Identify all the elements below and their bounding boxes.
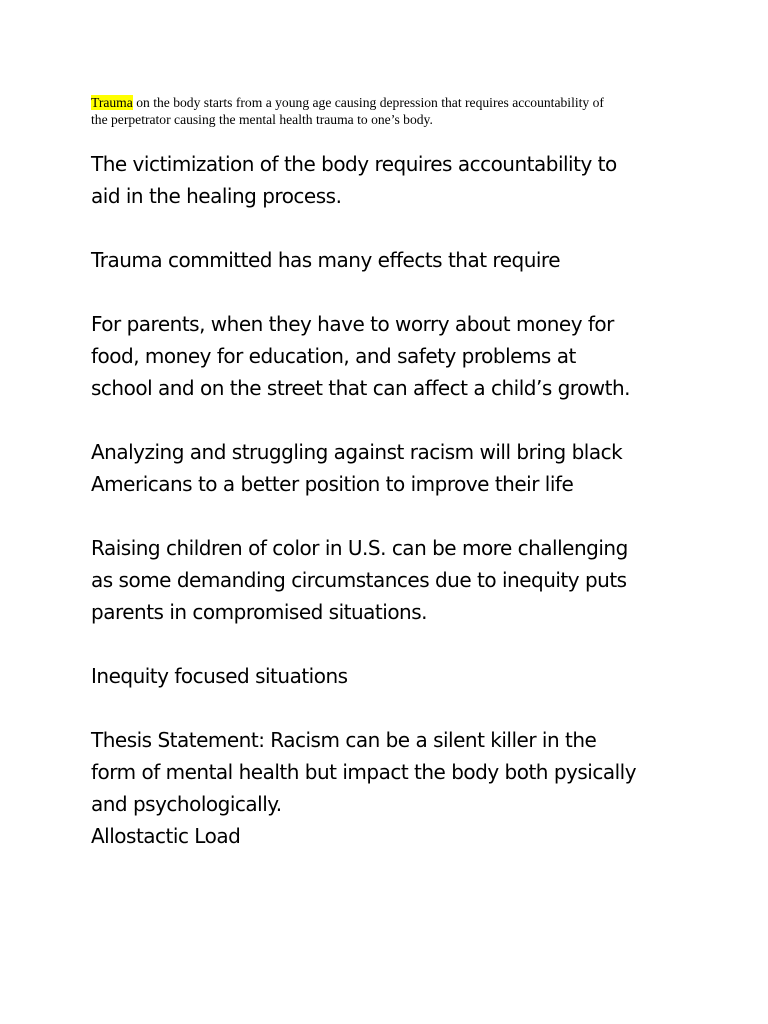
paragraph-line: aid in the healing process. [91, 184, 342, 208]
paragraph-line: Americans to a better position to improve their life [91, 472, 574, 496]
intro-line-1 [91, 94, 691, 111]
paragraph-line: The victimization of the body requires accountability to [91, 152, 617, 176]
paragraph-line: Analyzing and struggling against racism will bring black [91, 440, 623, 464]
highlighted-word: Trauma [91, 95, 133, 110]
paragraph-line: Trauma committed has many effects that require [91, 248, 561, 272]
paragraph-racism-analysis [91, 436, 711, 500]
paragraph-trauma-committed [91, 244, 711, 276]
intro-line-1-text: on the body starts from a young age causing depression that requires accountability of [132, 95, 604, 110]
paragraph-line: and psychologically. [91, 792, 282, 816]
paragraph-line: school and on the street that can affect a child’s growth. [91, 376, 631, 400]
paragraph-line: as some demanding circumstances due to inequity puts [91, 568, 627, 592]
intro-paragraph [91, 94, 691, 128]
paragraph-thesis [91, 724, 711, 820]
paragraph-parents [91, 308, 711, 404]
paragraph-line: Thesis Statement: Racism can be a silent killer in the [91, 728, 597, 752]
paragraph-allostatic-load [91, 820, 711, 852]
paragraph-line: parents in compromised situations. [91, 600, 428, 624]
paragraph-line: form of mental health but impact the body both pysically [91, 760, 637, 784]
paragraph-line: Inequity focused situations [91, 664, 348, 688]
paragraph-inequity [91, 660, 711, 692]
paragraph-line: Raising children of color in U.S. can be more challenging [91, 536, 628, 560]
paragraph-raising-children [91, 532, 711, 628]
paragraph-line: Allostactic Load [91, 824, 241, 848]
paragraph-line: For parents, when they have to worry about money for [91, 312, 614, 336]
intro-line-2: the perpetrator causing the mental health trauma to one’s body. [91, 112, 433, 127]
paragraph-victimization [91, 148, 711, 212]
paragraph-line: food, money for education, and safety problems at [91, 344, 576, 368]
body-text [91, 148, 711, 852]
